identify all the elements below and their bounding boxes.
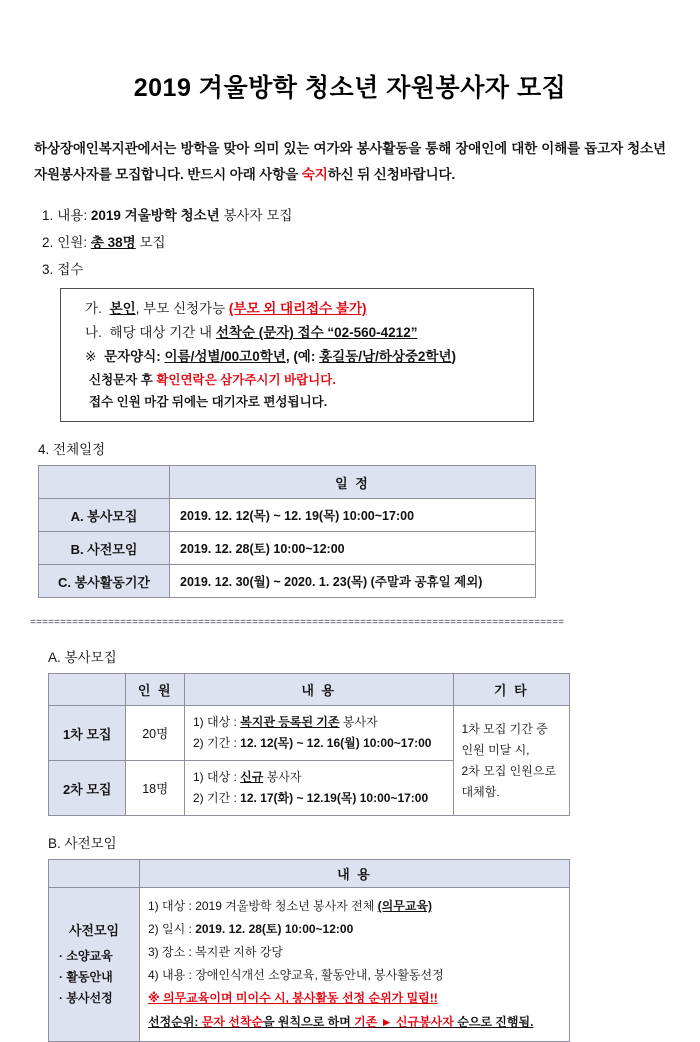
intro-paragraph [34,136,666,189]
section-letter: B. [48,836,61,852]
item-label: 접수 [57,262,84,278]
section-number: 4. [38,442,50,458]
meeting-datetime-line [148,918,561,941]
list-item-content [42,207,700,225]
header-blank [39,466,170,499]
datetime-value: 2019. 12. 28(토) 10:00~12:00 [195,922,354,937]
table-row [39,532,536,565]
schedule-row-label: A. 봉사모집 [39,499,170,532]
recruit-target-line [193,712,445,733]
item-tail-text: 봉사자 모집 [223,207,293,223]
section-title: 사전모임 [64,836,117,852]
table-header-row [49,860,570,888]
notice-line-b [61,321,533,345]
target-underline: 복지관 등록된 기존 [240,715,340,730]
page-title: 2019 겨울방학 청소년 자원봉사자 모집 [133,74,567,102]
meeting-label-title: 사전모임 [68,922,120,938]
notice-tail-c: ) [451,349,456,364]
notice-line-format [61,345,533,369]
schedule-row-value: 2019. 12. 28(토) 10:00~12:00 [170,532,536,565]
table-header-row [49,674,570,706]
notice-line-d [61,369,533,391]
meeting-priority-line [148,1011,561,1034]
section-letter: A. [48,650,61,666]
recruit-table [48,673,570,816]
meeting-place-line: 3) 장소 : 복지관 지하 강당 [148,945,284,960]
notice-underline-a: 본인 [109,301,136,317]
header-content: 내 용 [184,674,453,706]
etc-line: 2차 모집 인원으로 [461,763,557,778]
section-heading-meeting [48,832,700,852]
etc-line: 대체함. [461,784,500,799]
recruit-etc-cell [453,706,569,816]
notice-red-d: 확인연락은 삼가주시기 바랍니다. [156,372,336,387]
meeting-bullet: · 소양교육 [59,948,113,963]
notice-format-template: 이름/성별/00고0학년 [164,349,286,364]
recruit-round-label: 1차 모집 [49,706,126,761]
target-prefix: 1) 대상 : [192,770,241,785]
recruit-period-line [193,733,445,754]
target-prefix: 1) 대상 : 2019 겨울방학 청소년 봉사자 전체 [148,899,378,914]
datetime-prefix: 2) 일시 : [148,922,196,937]
recruit-content [184,706,453,761]
period-prefix: 2) 기간 : [192,791,241,806]
header-blank [49,674,126,706]
recruit-period-line [193,788,445,809]
schedule-row-value: 2019. 12. 30(월) ~ 2020. 1. 23(목) (주말과 공휴일 제외) [170,565,536,598]
target-tail: 봉사자 [339,715,378,730]
notice-marker-a: 가. [85,301,102,317]
meeting-table [48,859,570,1041]
notice-normal-e: 접수 인원 마감 뒤에는 대기자로 편성됩니다. [89,395,328,410]
notice-line-e [61,391,533,413]
notice-format-example: 홍길동/남/하상중2학년 [319,349,452,364]
priority-red-1: 문자 선착순 [201,1014,263,1029]
intro-text-part1: 하상장애인복지관에서는 방학을 맞아 의미 있는 여가와 봉사활동을 통해 장애인에 대한 이해를 돕고자 청소년 자원봉사자를 모집합니다. 반드시 아래 사항을 [34,141,666,183]
item-bold-text: 2019 겨울방학 청소년 [90,207,220,223]
meeting-detail-line: 4) 내용 : 장애인식개선 소양교육, 활동안내, 봉사활동선정 [148,968,444,983]
notice-marker-b: 나. [85,325,102,341]
list-item-headcount [42,234,700,252]
notice-red-a: (부모 외 대리접수 불가) [228,301,367,317]
header-count: 인 원 [126,674,185,706]
recruit-target-line [193,767,445,788]
meeting-label-cell [49,888,140,1041]
item-number: 1. [42,207,54,223]
item-number: 2. [42,234,54,250]
meeting-warning-line: ※ 의무교육이며 미이수 시, 봉사활동 선정 순위가 밀림!! [148,991,438,1006]
table-header-row [39,466,536,499]
notice-normal-b: 해당 대상 기간 내 [109,325,216,341]
table-row [39,565,536,598]
item-tail-text: 모집 [139,234,166,250]
period-prefix: 2) 기간 : [192,736,241,751]
recruit-round-label: 2차 모집 [49,761,126,816]
schedule-row-label: B. 사전모임 [39,532,170,565]
schedule-row-value: 2019. 12. 12(목) ~ 12. 19(목) 10:00~17:00 [170,499,536,532]
item-label: 인원: [57,234,88,250]
priority-red-2: 기존 ► 신규봉사자 [354,1014,454,1029]
period-value: 12. 17(화) ~ 12.19(목) 10:00~17:00 [240,791,429,806]
priority-mid: 을 원칙으로 하며 [263,1014,355,1029]
header-schedule: 일 정 [170,466,536,499]
recruit-content [184,761,453,816]
notice-underline-b: 선착순 (문자) 접수 “02-560-4212” [215,325,418,341]
notice-normal-a: , 부모 신청가능 [135,301,229,317]
schedule-table [38,465,536,598]
notice-normal-d: 신청문자 후 [89,372,157,387]
notice-mid-c: , (예: [285,349,320,364]
target-prefix: 1) 대상 : [192,715,241,730]
header-content: 내 용 [140,860,570,888]
priority-tail: 순으로 진행됨. [453,1014,534,1029]
period-value: 12. 12(목) ~ 12. 16(월) 10:00~17:00 [240,736,432,751]
schedule-row-label: C. 봉사활동기간 [39,565,170,598]
etc-line: 1차 모집 기간 중 [461,721,548,736]
target-underline: (의무교육) [377,899,433,914]
numbered-item-list [0,207,700,280]
notice-line-a [61,297,533,321]
target-tail: 봉사자 [263,770,302,785]
intro-highlight: 숙지 [301,167,328,183]
header-blank [49,860,140,888]
meeting-content-cell [140,888,570,1041]
item-underlined-text: 총 38명 [90,234,136,250]
table-row [49,706,570,761]
notice-marker-c: ※ [85,349,97,364]
meeting-bullet: · 활동안내 [59,969,113,984]
meeting-bullet: · 봉사선정 [59,990,113,1005]
section-heading-recruit [48,646,700,666]
header-etc: 기 타 [453,674,569,706]
priority-prefix: 선정순위: [148,1014,202,1029]
section-heading-schedule [38,438,700,458]
table-row [49,888,570,1041]
recruit-count: 20명 [126,706,185,761]
section-divider: ========================================================================================= [30,618,565,630]
etc-line: 인원 미달 시, [461,742,530,757]
meeting-target-line [148,895,561,918]
intro-text-part2: 하신 뒤 신청바랍니다. [327,167,456,183]
table-row [39,499,536,532]
item-number: 3. [42,262,54,278]
item-label: 내용: [57,207,88,223]
section-title: 전체일정 [53,442,106,458]
target-underline: 신규 [240,770,264,785]
notice-normal-c: 문자양식: [104,349,165,364]
section-title: 봉사모집 [64,650,117,666]
registration-notice-box [60,288,534,422]
list-item-registration [42,261,700,279]
recruit-count: 18명 [126,761,185,816]
